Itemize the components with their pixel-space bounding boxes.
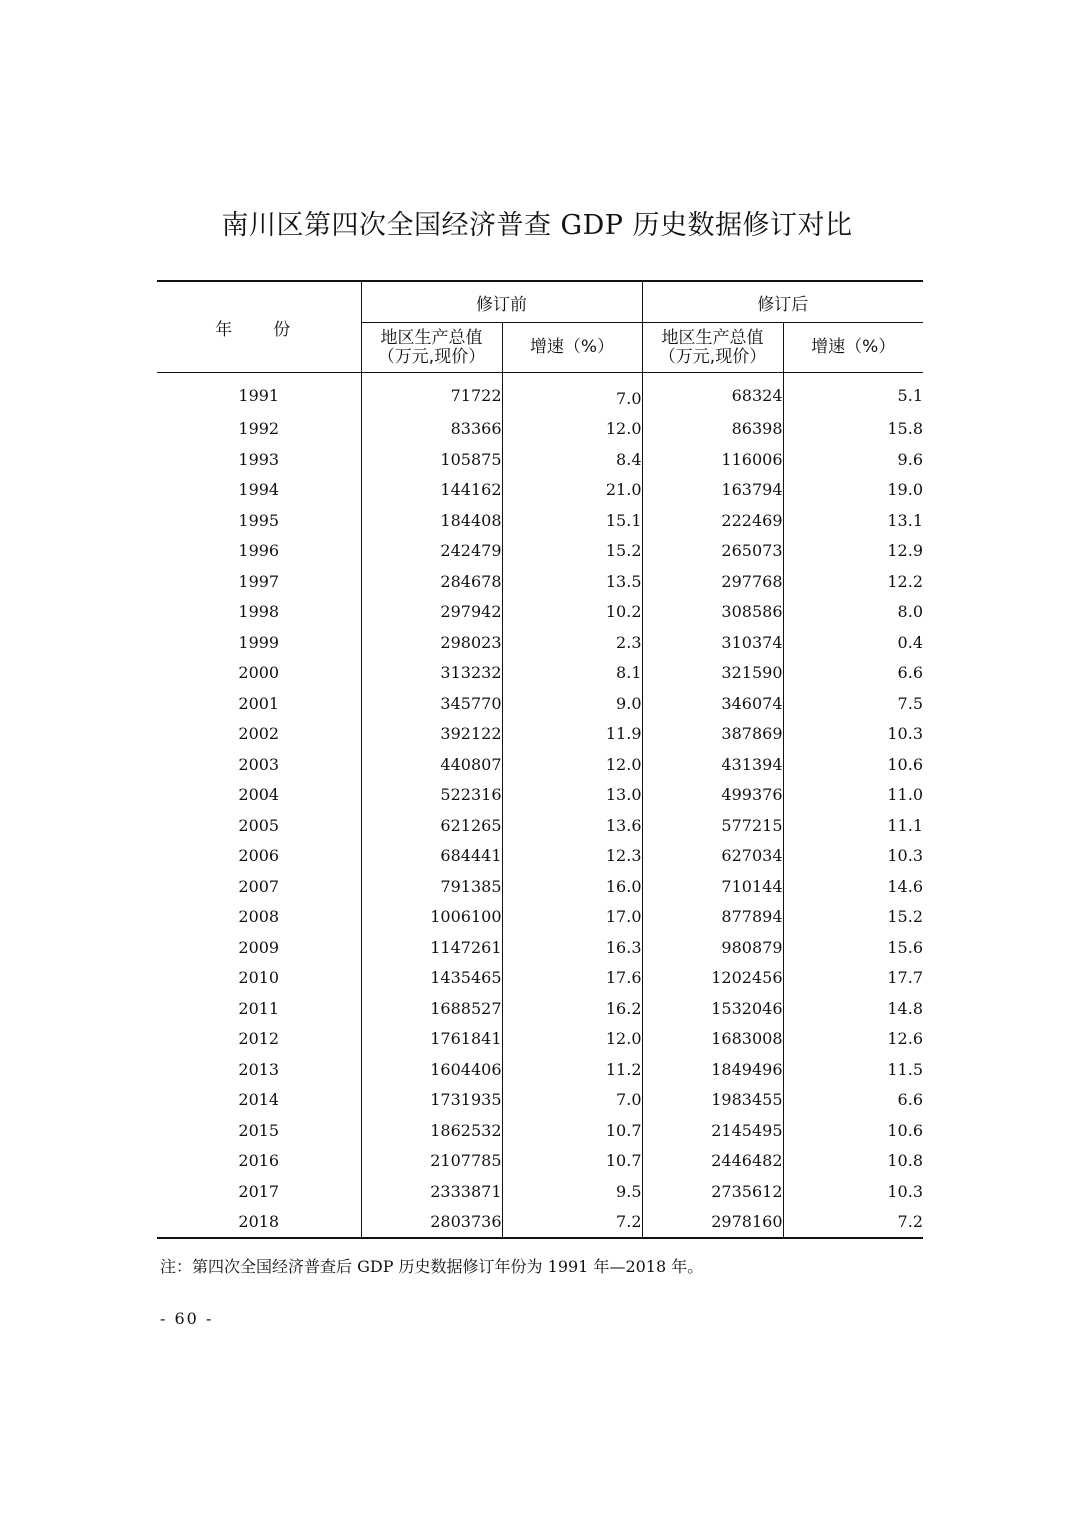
table-row — [157, 841, 923, 872]
table-row — [157, 1085, 923, 1116]
before-growth-cell: 2.3 — [502, 627, 642, 658]
table-row — [157, 1207, 923, 1239]
before-gdp-value-cell: 144162 — [361, 475, 502, 506]
after-gdp-value-cell: 310374 — [642, 627, 783, 658]
after-growth-cell: 17.7 — [887, 968, 923, 988]
gdp-revision-table — [157, 280, 923, 1239]
year-cell: 2014 — [157, 1085, 361, 1116]
year-cell: 1993 — [157, 444, 361, 475]
year-cell: 2003 — [157, 749, 361, 780]
after-growth-cell: 5.1 — [897, 385, 923, 405]
before-gdp-value-cell: 297942 — [361, 597, 502, 628]
after-growth-cell: 14.8 — [887, 998, 923, 1018]
after-growth-cell: 10.8 — [887, 1151, 923, 1171]
year-column-header: 年 份 — [157, 281, 361, 373]
before-gdp-value-cell: 184408 — [361, 505, 502, 536]
table-row — [157, 902, 923, 933]
table-row — [157, 780, 923, 811]
after-gdp-value-cell: 1202456 — [642, 963, 783, 994]
after-gdp-value-cell: 297768 — [642, 566, 783, 597]
year-cell: 1994 — [157, 475, 361, 506]
after-growth-cell: 9.6 — [897, 449, 923, 469]
before-gdp-value-cell: 2333871 — [361, 1176, 502, 1207]
after-gdp-value-cell: 431394 — [642, 749, 783, 780]
gdp-value-header-line1: 地区生产总值 — [380, 327, 483, 348]
after-gdp-value-cell: 710144 — [642, 871, 783, 902]
before-gdp-value-cell: 2803736 — [361, 1207, 502, 1239]
after-gdp-value-cell: 2446482 — [642, 1146, 783, 1177]
table-row — [157, 505, 923, 536]
table-header — [157, 281, 923, 373]
year-cell: 2009 — [157, 932, 361, 963]
before-gdp-value-cell: 2107785 — [361, 1146, 502, 1177]
after-growth-cell: 15.2 — [887, 907, 923, 927]
after-gdp-value-cell: 308586 — [642, 597, 783, 628]
before-growth-cell: 10.2 — [502, 597, 642, 628]
before-gdp-value-cell: 1761841 — [361, 1024, 502, 1055]
after-growth-cell: 6.6 — [897, 1090, 923, 1110]
year-cell: 2010 — [157, 963, 361, 994]
after-gdp-value-cell: 387869 — [642, 719, 783, 750]
year-cell: 2012 — [157, 1024, 361, 1055]
table-footnote: 注：第四次全国经济普查后 GDP 历史数据修订年份为 1991 年—2018 年。 — [160, 1257, 704, 1276]
before-growth-cell: 13.5 — [502, 566, 642, 597]
after-gdp-value-cell: 2145495 — [642, 1115, 783, 1146]
table-row — [157, 414, 923, 445]
year-cell: 1999 — [157, 627, 361, 658]
before-gdp-value-cell: 284678 — [361, 566, 502, 597]
before-gdp-value-cell: 1604406 — [361, 1054, 502, 1085]
after-gdp-value-cell: 68324 — [642, 373, 783, 414]
table-row — [157, 993, 923, 1024]
before-growth-header: 增速（%） — [502, 323, 642, 373]
after-growth-cell: 10.3 — [887, 724, 923, 744]
before-gdp-value-header — [361, 323, 502, 373]
after-gdp-value-cell: 1532046 — [642, 993, 783, 1024]
after-gdp-value-cell: 577215 — [642, 810, 783, 841]
after-revision-header: 修订后 — [642, 281, 923, 323]
before-growth-cell: 9.0 — [502, 688, 642, 719]
year-cell: 2015 — [157, 1115, 361, 1146]
after-gdp-value-cell: 1983455 — [642, 1085, 783, 1116]
after-growth-cell: 10.6 — [887, 1120, 923, 1140]
before-gdp-value-cell: 1731935 — [361, 1085, 502, 1116]
gdp-value-header-line2: （万元,现价） — [658, 346, 767, 367]
before-gdp-value-cell: 313232 — [361, 658, 502, 689]
after-gdp-value-cell: 346074 — [642, 688, 783, 719]
page-title: 南川区第四次全国经济普查 GDP 历史数据修订对比 — [221, 210, 853, 241]
before-growth-cell: 8.1 — [502, 658, 642, 689]
after-growth-cell: 10.3 — [887, 1181, 923, 1201]
table-row — [157, 658, 923, 689]
before-growth-cell: 21.0 — [502, 475, 642, 506]
after-gdp-value-cell: 1683008 — [642, 1024, 783, 1055]
year-cell: 2008 — [157, 902, 361, 933]
year-cell: 2004 — [157, 780, 361, 811]
after-growth-cell: 13.1 — [887, 510, 923, 530]
table-row — [157, 719, 923, 750]
year-cell: 2018 — [157, 1207, 361, 1239]
after-growth-cell: 12.6 — [887, 1029, 923, 1049]
before-gdp-value-cell: 1688527 — [361, 993, 502, 1024]
after-growth-cell: 7.5 — [897, 693, 923, 713]
year-cell: 2002 — [157, 719, 361, 750]
after-gdp-value-cell: 627034 — [642, 841, 783, 872]
year-cell: 2006 — [157, 841, 361, 872]
before-gdp-value-cell: 1862532 — [361, 1115, 502, 1146]
year-cell: 1995 — [157, 505, 361, 536]
before-growth-cell: 11.2 — [502, 1054, 642, 1085]
year-cell: 1997 — [157, 566, 361, 597]
after-growth-cell: 7.2 — [897, 1212, 923, 1232]
before-growth-cell: 17.6 — [502, 963, 642, 994]
after-growth-cell: 10.6 — [887, 754, 923, 774]
after-gdp-value-cell: 1849496 — [642, 1054, 783, 1085]
table-row — [157, 963, 923, 994]
before-growth-cell: 9.5 — [502, 1176, 642, 1207]
before-gdp-value-cell: 1006100 — [361, 902, 502, 933]
table-row — [157, 566, 923, 597]
table-row — [157, 597, 923, 628]
table-row — [157, 1024, 923, 1055]
table-row — [157, 1054, 923, 1085]
after-growth-cell: 12.9 — [887, 541, 923, 561]
table-row — [157, 373, 923, 414]
table-row — [157, 627, 923, 658]
after-growth-cell: 11.0 — [887, 785, 923, 805]
after-growth-cell: 11.1 — [887, 815, 923, 835]
before-growth-cell: 17.0 — [502, 902, 642, 933]
table-row — [157, 536, 923, 567]
before-gdp-value-cell: 298023 — [361, 627, 502, 658]
before-growth-cell: 13.0 — [502, 780, 642, 811]
after-gdp-value-cell: 86398 — [642, 414, 783, 445]
year-cell: 1998 — [157, 597, 361, 628]
before-growth-cell: 7.0 — [502, 373, 642, 414]
year-cell: 2013 — [157, 1054, 361, 1085]
page-number: - 60 - — [160, 1309, 214, 1328]
after-growth-cell: 19.0 — [887, 480, 923, 500]
table-row — [157, 810, 923, 841]
before-growth-cell: 12.3 — [502, 841, 642, 872]
after-growth-cell: 15.8 — [887, 419, 923, 439]
before-growth-cell: 11.9 — [502, 719, 642, 750]
table-row — [157, 932, 923, 963]
table-row — [157, 688, 923, 719]
after-growth-cell: 6.6 — [897, 663, 923, 683]
before-growth-cell: 12.0 — [502, 414, 642, 445]
after-gdp-value-cell: 877894 — [642, 902, 783, 933]
year-cell: 2007 — [157, 871, 361, 902]
year-cell: 2011 — [157, 993, 361, 1024]
after-gdp-value-cell: 2978160 — [642, 1207, 783, 1239]
before-gdp-value-cell: 791385 — [361, 871, 502, 902]
before-growth-cell: 10.7 — [502, 1115, 642, 1146]
after-growth-cell: 15.6 — [887, 937, 923, 957]
before-growth-cell: 7.0 — [502, 1085, 642, 1116]
year-cell: 2016 — [157, 1146, 361, 1177]
year-cell: 2000 — [157, 658, 361, 689]
after-growth-cell: 10.3 — [887, 846, 923, 866]
after-growth-cell: 14.6 — [887, 876, 923, 896]
after-gdp-value-cell: 2735612 — [642, 1176, 783, 1207]
before-gdp-value-cell: 105875 — [361, 444, 502, 475]
before-gdp-value-cell: 1435465 — [361, 963, 502, 994]
gdp-value-header-line1: 地区生产总值 — [661, 327, 764, 348]
before-gdp-value-cell: 440807 — [361, 749, 502, 780]
before-growth-cell: 15.1 — [502, 505, 642, 536]
after-gdp-value-cell: 321590 — [642, 658, 783, 689]
after-growth-cell: 11.5 — [887, 1059, 923, 1079]
after-gdp-value-cell: 222469 — [642, 505, 783, 536]
before-gdp-value-cell: 83366 — [361, 414, 502, 445]
year-cell: 1991 — [157, 373, 361, 414]
after-gdp-value-header — [642, 323, 783, 373]
year-cell: 1992 — [157, 414, 361, 445]
before-gdp-value-cell: 392122 — [361, 719, 502, 750]
after-gdp-value-cell: 163794 — [642, 475, 783, 506]
after-gdp-value-cell: 980879 — [642, 932, 783, 963]
before-growth-cell: 16.2 — [502, 993, 642, 1024]
after-gdp-value-cell: 499376 — [642, 780, 783, 811]
before-gdp-value-cell: 1147261 — [361, 932, 502, 963]
before-gdp-value-cell: 345770 — [361, 688, 502, 719]
before-growth-cell: 13.6 — [502, 810, 642, 841]
before-revision-header: 修订前 — [361, 281, 642, 323]
before-gdp-value-cell: 242479 — [361, 536, 502, 567]
table-row — [157, 444, 923, 475]
year-cell: 2017 — [157, 1176, 361, 1207]
table-row — [157, 871, 923, 902]
year-cell: 1996 — [157, 536, 361, 567]
before-gdp-value-cell: 621265 — [361, 810, 502, 841]
table-row — [157, 749, 923, 780]
before-growth-cell: 16.0 — [502, 871, 642, 902]
table-row — [157, 1115, 923, 1146]
before-growth-cell: 15.2 — [502, 536, 642, 567]
before-gdp-value-cell: 522316 — [361, 780, 502, 811]
before-growth-cell: 7.2 — [502, 1207, 642, 1239]
table-row — [157, 1176, 923, 1207]
before-growth-cell: 16.3 — [502, 932, 642, 963]
table-body — [157, 373, 923, 1239]
before-growth-cell: 12.0 — [502, 749, 642, 780]
after-growth-cell: 8.0 — [897, 602, 923, 622]
before-growth-cell: 10.7 — [502, 1146, 642, 1177]
after-growth-header: 增速（%） — [783, 323, 923, 373]
table-row — [157, 475, 923, 506]
before-growth-cell: 12.0 — [502, 1024, 642, 1055]
before-growth-cell: 8.4 — [502, 444, 642, 475]
after-growth-cell: 12.2 — [887, 571, 923, 591]
after-gdp-value-cell: 265073 — [642, 536, 783, 567]
before-gdp-value-cell: 684441 — [361, 841, 502, 872]
after-growth-cell: 0.4 — [897, 632, 923, 652]
before-gdp-value-cell: 71722 — [361, 373, 502, 414]
year-cell: 2001 — [157, 688, 361, 719]
year-cell: 2005 — [157, 810, 361, 841]
table-row — [157, 1146, 923, 1177]
after-gdp-value-cell: 116006 — [642, 444, 783, 475]
gdp-value-header-line2: （万元,现价） — [377, 346, 486, 367]
